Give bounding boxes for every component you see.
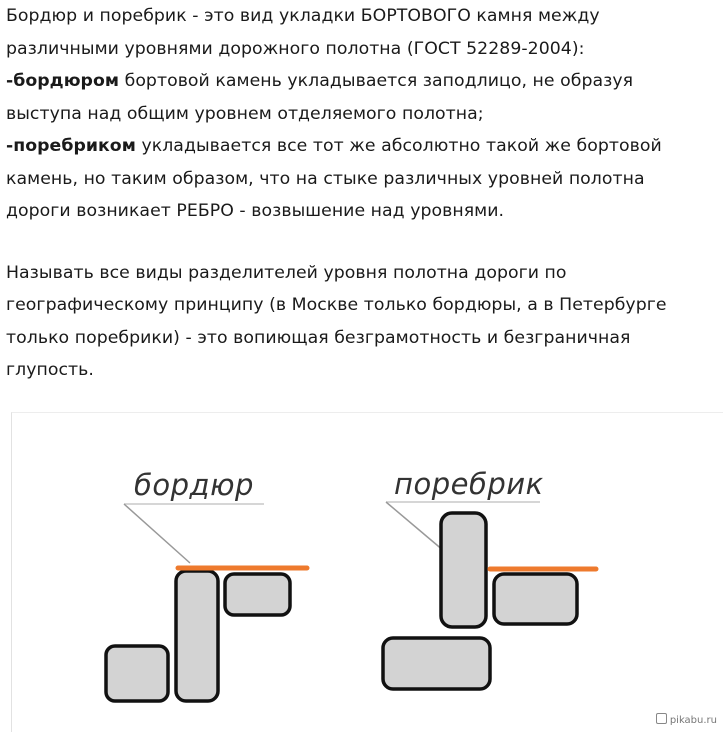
curb-diagram (0, 412, 723, 731)
stone-curb-flush (176, 571, 218, 701)
text-line: только поребрики) - это вопиющая безграмотность и безграничная (6, 327, 631, 348)
text-line: дороги возникает РЕБРО - возвышение над уровнями. (6, 201, 505, 221)
article-text (6, 0, 722, 387)
paragraph-conclusion (6, 257, 722, 387)
watermark (656, 713, 717, 726)
paragraph-definition (6, 0, 722, 228)
text-line: глупость. (6, 360, 94, 380)
label-pointer (386, 502, 444, 551)
stone-curb-raised (441, 513, 486, 627)
stone-lower-road (383, 638, 490, 689)
text-line: укладывается все тот же абсолютно такой же бортовой (135, 136, 662, 156)
pikabu-logo-icon (656, 713, 667, 724)
label-bordyur: бордюр (134, 468, 254, 502)
stone-upper-road (225, 574, 290, 615)
text-line: бортовой камень укладывается заподлицо, не образуя (119, 71, 634, 91)
term-bordyur: -бордюром (6, 71, 120, 91)
label-porebrik: поребрик (394, 467, 544, 501)
text-line: Бордюр и поребрик - это вид укладки БОРТОВОГО камня между (6, 6, 600, 26)
label-pointer (124, 504, 190, 563)
text-line: выступа над общим уровнем отделяемого полотна; (6, 103, 484, 124)
paragraph-gap (6, 228, 722, 257)
diagram-svg (0, 412, 723, 731)
text-line: камень, но таким образом, что на стыке различных уровней полотна (6, 168, 645, 189)
text-line: различными уровнями дорожного полотна (ГОСТ 52289-2004): (6, 38, 585, 59)
watermark-text: pikabu.ru (669, 715, 717, 726)
stone-upper-road (494, 574, 577, 624)
term-porebrik: -поребриком (6, 136, 136, 156)
text-line: географическому принципу (в Москве только бордюры, а в Петербурге (6, 295, 667, 315)
stone-lower-road (106, 646, 168, 701)
text-line: Называть все виды разделителей уровня полотна дороги по (6, 262, 567, 283)
